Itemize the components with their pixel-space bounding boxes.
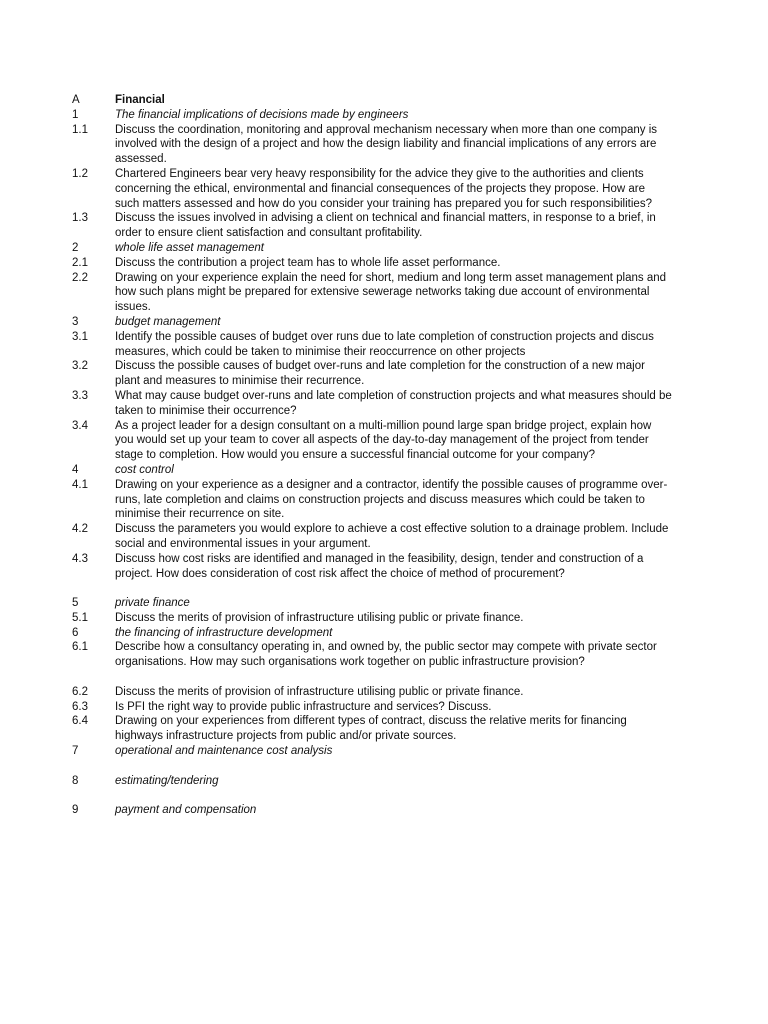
question-text: Identify the possible causes of budget over runs due to late completion of construction projects and discus measures, which could be taken to minimise their reoccurrence on other projects [115, 330, 654, 358]
question-text: Drawing on your experience explain the need for short, medium and long term asset management plans and how such plans might be prepared for extensive sewerage networks taking due account of environmental issues. [115, 271, 667, 314]
question-text: Discuss how cost risks are identified and managed in the feasibility, design, tender and construction of a project. How does consideration of cost risk affect the choice of method of procurement? [115, 552, 644, 580]
topic-heading [72, 774, 672, 789]
item-number: 5.1 [72, 611, 88, 624]
question-item [72, 330, 672, 360]
question-item [72, 271, 672, 315]
question-text: What may cause budget over-runs and late completion of construction projects and what measures should be taken to minimise their occurrence? [115, 389, 672, 417]
topic-title: operational and maintenance cost analysis [115, 745, 333, 758]
item-number: 1.3 [72, 212, 88, 225]
question-item [72, 211, 672, 241]
topic-heading [72, 596, 672, 611]
topic-heading [72, 108, 672, 123]
item-number: 1.2 [72, 167, 88, 180]
topic-title: whole life asset management [115, 241, 264, 254]
question-item [72, 640, 672, 670]
question-item [72, 359, 672, 389]
question-text: Discuss the parameters you would explore to achieve a cost effective solution to a drainage problem. Include social and environmental issues in your argument. [115, 523, 669, 550]
question-text: Discuss the contribution a project team has to whole life asset performance. [115, 256, 501, 269]
question-text: Discuss the merits of provision of infrastructure utilising public or private finance. [115, 685, 524, 698]
item-number: 6 [72, 626, 79, 639]
section-number: A [72, 94, 80, 106]
topic-title: estimating/tendering [115, 774, 219, 787]
question-item [72, 389, 672, 419]
question-text: Drawing on your experiences from different types of contract, discuss the relative merits for financing highways infrastructure projects from public and/or private sources. [115, 715, 627, 743]
question-list [72, 93, 672, 818]
topic-heading [72, 744, 672, 759]
topic-title: private finance [115, 597, 190, 610]
topic-heading [72, 626, 672, 641]
question-text: Discuss the coordination, monitoring and approval mechanism necessary when more than one company is involved with the design of a project and how the design liability and financial implications of any errors are assessed. [115, 123, 658, 166]
rows-container [72, 108, 672, 818]
item-number: 4.2 [72, 523, 88, 536]
topic-title: cost control [115, 463, 174, 476]
question-item [72, 256, 672, 271]
item-number: 9 [72, 804, 79, 817]
section-heading [72, 93, 672, 108]
topic-heading [72, 463, 672, 478]
item-number: 6.4 [72, 715, 88, 728]
topic-title: budget management [115, 315, 221, 328]
question-item [72, 419, 672, 463]
item-number: 4.3 [72, 552, 88, 565]
item-number: 8 [72, 774, 79, 787]
question-item [72, 685, 672, 700]
item-number: 2 [72, 241, 79, 254]
item-number: 3.3 [72, 389, 88, 402]
item-number: 4.1 [72, 478, 88, 491]
item-number: 7 [72, 745, 79, 758]
question-text: Is PFI the right way to provide public infrastructure and services? Discuss. [115, 700, 492, 713]
question-text: Discuss the merits of provision of infrastructure utilising public or private finance. [115, 611, 524, 624]
question-item [72, 552, 672, 582]
item-number: 3 [72, 315, 79, 328]
question-item [72, 522, 672, 552]
topic-heading [72, 803, 672, 818]
question-text: Chartered Engineers bear very heavy responsibility for the advice they give to the authorities and clients concerning the ethical, environmental and financial consequences of the projects they propose. How are such matters assessed and how do you consider your training has prepared you for such responsibilities? [115, 167, 652, 210]
section-title: Financial [115, 94, 165, 106]
question-text: Describe how a consultancy operating in, and owned by, the public sector may compete with private sector organisations. How may such organisations work together on public infrastructure provision? [115, 641, 657, 669]
item-number: 4 [72, 463, 79, 476]
item-number: 3.2 [72, 360, 88, 373]
item-number: 6.2 [72, 685, 88, 698]
question-text: Discuss the issues involved in advising a client on technical and financial matters, in response to a brief, in order to ensure client satisfaction and consultant profitability. [115, 212, 656, 240]
topic-heading [72, 315, 672, 330]
item-number: 6.3 [72, 700, 88, 713]
item-number: 1.1 [72, 123, 88, 136]
topic-heading [72, 241, 672, 256]
question-item [72, 167, 672, 211]
topic-title: payment and compensation [115, 804, 257, 817]
question-item [72, 714, 672, 744]
item-number: 1 [72, 108, 79, 121]
item-number: 2.2 [72, 271, 88, 284]
item-number: 5 [72, 597, 79, 610]
item-number: 3.4 [72, 419, 88, 432]
question-text: Drawing on your experience as a designer and a contractor, identify the possible causes of programme over-runs, late completion and claims on construction projects and discuss measures which could be taken to minimise their recurrence on site. [115, 478, 668, 521]
topic-title: the financing of infrastructure development [115, 626, 333, 639]
item-number: 3.1 [72, 330, 88, 343]
question-item [72, 123, 672, 167]
topic-title: The financial implications of decisions made by engineers [115, 108, 409, 121]
item-number: 6.1 [72, 641, 88, 654]
question-item [72, 700, 672, 715]
question-text: Discuss the possible causes of budget over-runs and late completion for the construction of a new major plant and measures to minimise their recurrence. [115, 360, 645, 388]
question-text: As a project leader for a design consultant on a multi-million pound large span bridge project, explain how you would set up your team to cover all aspects of the day-to-day management of the project from tender stage to completion. How would you ensure a successful financial outcome for your company? [115, 419, 652, 462]
question-item [72, 478, 672, 522]
question-item [72, 611, 672, 626]
item-number: 2.1 [72, 256, 88, 269]
